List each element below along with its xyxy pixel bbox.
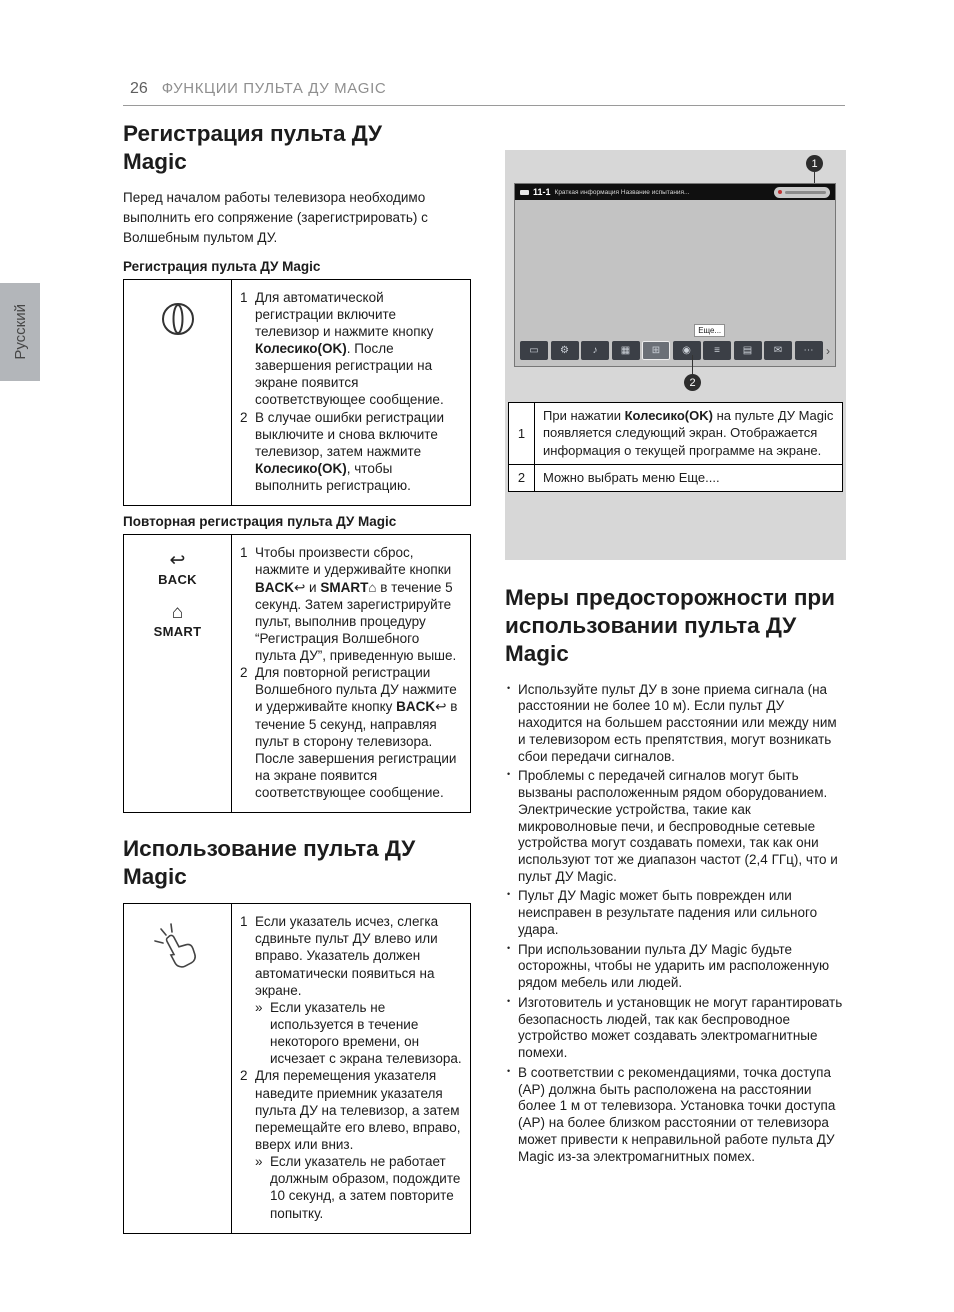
precaution-item: • В соответствии с рекомендациями, точка доступа (AP) должна быть расположена на расстоянии более 1 м от телевизора. Установка точки доступа (AP) на более близком расстоянии от телевизора может привести к неправильной работе пульта ДУ Magic из-за электромагнитных помех.: [505, 1065, 846, 1165]
precaution-item: • Используйте пульт ДУ в зоне приема сигнала (на расстоянии не более 10 м). Если пульт ДУ находится на большем расстоянии или между ним и телевизором есть препятствия, могут возникать сбои передачи сигналов.: [505, 682, 846, 766]
precautions-list: [505, 682, 846, 1166]
header-divider: [123, 105, 845, 106]
callout-line-2: [692, 355, 693, 374]
instruction-step: [240, 1067, 462, 1153]
program-info-text: Краткая информация Название испытания...: [554, 188, 690, 196]
precaution-item: • При использовании пульта ДУ Magic будьте осторожны, чтобы не ударить им расположенную рядом мебель или людей.: [505, 942, 846, 992]
step-number: 2: [240, 1068, 248, 1084]
record-dot-icon: [778, 190, 782, 194]
launcher-icon-guide: ◉: [673, 341, 701, 360]
instruction-step: [240, 544, 462, 664]
section-title-precautions: Меры предосторожности при использовании пульта ДУ Magic: [505, 585, 835, 666]
step-number: 1: [240, 289, 248, 305]
launcher-icon-apps: ▦: [612, 341, 640, 360]
annotation-number: 1: [509, 403, 535, 464]
instruction-step: [240, 289, 462, 409]
instruction-substep: [240, 1153, 462, 1222]
page-number: 26: [130, 80, 148, 97]
left-column: [123, 120, 471, 1234]
substep-marker: »: [255, 1154, 263, 1170]
language-tab: [0, 283, 40, 381]
page-header: [130, 80, 386, 98]
home-icon: ⌂: [171, 602, 184, 624]
step-number: 1: [240, 545, 248, 561]
precaution-item: • Изготовитель и установщик не могут гарантировать безопасность людей, так как беспроводное устройство может создавать электромагнитные помехи.: [505, 995, 846, 1062]
instruction-step: [240, 913, 462, 999]
annotation-row: [509, 464, 842, 491]
launcher-icon-settings: ⚙: [551, 341, 579, 360]
step-number: 2: [240, 665, 248, 681]
launcher-icon-more: ⊞: [642, 341, 670, 360]
tv-figure: [505, 150, 846, 560]
step-text: Для перемещения указателя наведите приемник указателя пульта ДУ на телевизор, а затем перемещайте его влево, вправо, вверх или вниз.: [255, 1068, 461, 1152]
usage-table: [123, 903, 471, 1234]
precaution-item: • Пульт ДУ Magic может быть поврежден или неисправен в результате падения или сильного удара.: [505, 888, 846, 938]
annotation-text: При нажатии Колесико(OK) на пульте ДУ Magic появляется следующий экран. Отображается информация о текущей программе на экране.: [543, 408, 834, 458]
annotation-number: 2: [509, 465, 535, 491]
section-title-registration: Регистрация пульта ДУ Magic: [123, 121, 383, 174]
step-text: Если указатель исчез, слегка сдвиньте пульт ДУ влево или вправо. Указатель должен автоматически появиться на экране.: [255, 914, 439, 998]
registration-intro: Перед началом работы телевизора необходимо выполнить его сопряжение (зарегистрировать) с Волшебным пультом ДУ.: [123, 189, 428, 246]
step-text: Чтобы произвести сброс, нажмите и удерживайте кнопки BACK↩ и SMART⌂ в течение 5 секунд. Затем зарегистрируйте пульт, выполнив процедуру “Регистрация Волшебного пульта ДУ”, приведенную выше.: [255, 545, 457, 664]
channel-number: 11-1: [533, 187, 551, 197]
usage-steps: [232, 904, 470, 1233]
launcher-chevron-icon: ›: [826, 343, 830, 358]
reregistration-steps: [232, 535, 470, 812]
section-title-usage: Использование пульта ДУ Magic: [123, 836, 416, 890]
callout-line-1: [814, 172, 815, 183]
substep-marker: »: [255, 999, 263, 1015]
launcher-icon-etc: ⋯: [795, 341, 823, 360]
callout-marker-2: 2: [684, 374, 701, 391]
reregistration-table: [123, 534, 471, 813]
more-tooltip: Еще...: [694, 324, 725, 337]
launcher-icon-menu: ≡: [703, 341, 731, 360]
back-key-label: BACK: [158, 572, 197, 588]
step-text: Для повторной регистрации Волшебного пульта ДУ нажмите и удерживайте кнопку BACK↩ в течение 5 секунд, направляя пульт в сторону телевизора. После завершения регистрации на экране появится соответствующее сообщение.: [255, 665, 458, 801]
callout-marker-1: 1: [806, 155, 823, 172]
back-icon: ↩: [169, 550, 186, 572]
instruction-substep: [240, 999, 462, 1068]
registration-steps: [232, 280, 470, 506]
launcher-icon-input: ▭: [520, 341, 548, 360]
launcher-icon-music: ♪: [581, 341, 609, 360]
annotation-row: [509, 403, 842, 464]
tv-info-bar: [515, 184, 835, 200]
substep-text: Если указатель не работает должным образом, подождите 10 секунд, а затем повторите попытку.: [270, 1154, 461, 1221]
right-column: [505, 150, 846, 1168]
language-tab-label: Русский: [11, 304, 29, 360]
instruction-step: [240, 409, 462, 495]
tv-screen: [514, 183, 836, 367]
wheel-ok-icon: [124, 280, 232, 506]
figure-annotation-table: [508, 402, 843, 492]
step-number: 1: [240, 914, 248, 930]
launcher-icon-mail: ✉: [764, 341, 792, 360]
step-number: 2: [240, 409, 248, 425]
pointing-hand-icon: [124, 904, 232, 1233]
subheading-registration: Регистрация пульта ДУ Magic: [123, 258, 321, 274]
program-info-pill: [774, 187, 830, 198]
precautions-section: [505, 584, 846, 1165]
chapter-title: ФУНКЦИИ ПУЛЬТА ДУ MAGIC: [161, 80, 387, 97]
substep-text: Если указатель не используется в течение некоторого времени, он исчезает с экрана телевизора.: [270, 999, 462, 1067]
registration-table: [123, 279, 471, 507]
pill-text-placeholder: [785, 191, 826, 194]
remote-keys-cell: [124, 535, 232, 812]
precaution-item: • Проблемы с передачей сигналов могут быть вызваны расположенным рядом оборудованием. Электрические устройства, такие как микроволновые печи, и беспроводные сетевые устройства могут создавать помехи, так как они используют тот же диапазон частот (2,4 ГГц), что и пульт ДУ Magic.: [505, 768, 846, 885]
signal-icon: [520, 190, 529, 195]
launcher-icon-media: ▤: [734, 341, 762, 360]
instruction-step: [240, 664, 462, 801]
subheading-reregistration: Повторная регистрация пульта ДУ Magic: [123, 514, 397, 530]
step-text: В случае ошибки регистрации выключите и снова включите телевизор, затем нажмите Колесико(OK), чтобы выполнить регистрацию.: [255, 409, 444, 494]
launcher-bar: [520, 340, 830, 361]
smart-key-label: SMART: [153, 624, 202, 640]
step-text: Для автоматической регистрации включите телевизор и нажмите кнопку Колесико(OK). После завершения регистрации на экране появится соответствующее сообщение.: [255, 289, 444, 408]
annotation-text: Можно выбрать меню Еще....: [543, 469, 720, 485]
